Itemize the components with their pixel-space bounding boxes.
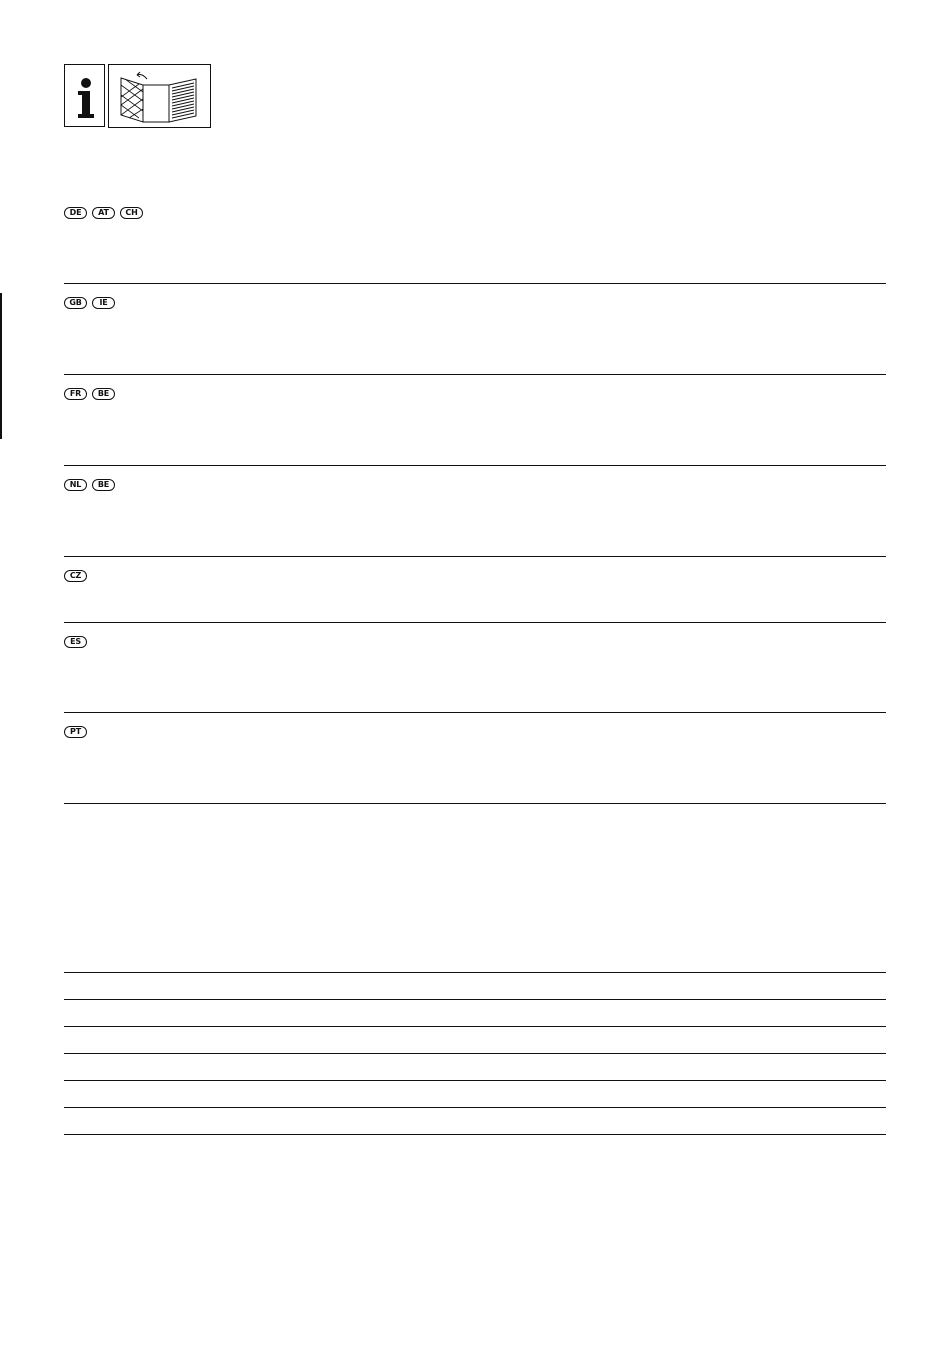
country-badge: IE bbox=[92, 297, 115, 309]
table-rule bbox=[64, 1134, 886, 1135]
section-divider bbox=[64, 712, 886, 713]
table-rule bbox=[64, 1107, 886, 1108]
info-icon bbox=[64, 64, 105, 127]
table-rule bbox=[64, 1026, 886, 1027]
section-divider bbox=[64, 556, 886, 557]
margin-mark bbox=[0, 293, 2, 439]
country-badge: AT bbox=[92, 207, 115, 219]
fold-out-page-icon bbox=[108, 64, 211, 128]
section-divider bbox=[64, 374, 886, 375]
country-badge: DE bbox=[64, 207, 87, 219]
country-badge: GB bbox=[64, 297, 87, 309]
country-badge: BE bbox=[92, 479, 115, 491]
section-divider bbox=[64, 803, 886, 804]
country-badge: CZ bbox=[64, 570, 87, 582]
country-badge: BE bbox=[92, 388, 115, 400]
country-badge: PT bbox=[64, 726, 87, 738]
table-rule bbox=[64, 999, 886, 1000]
country-badge: NL bbox=[64, 479, 87, 491]
section-divider bbox=[64, 622, 886, 623]
section-divider bbox=[64, 465, 886, 466]
table-rule bbox=[64, 1053, 886, 1054]
country-badge: ES bbox=[64, 636, 87, 648]
country-badge: CH bbox=[120, 207, 143, 219]
country-badge: FR bbox=[64, 388, 87, 400]
table-rule bbox=[64, 1080, 886, 1081]
section-divider bbox=[64, 283, 886, 284]
table-rule bbox=[64, 972, 886, 973]
